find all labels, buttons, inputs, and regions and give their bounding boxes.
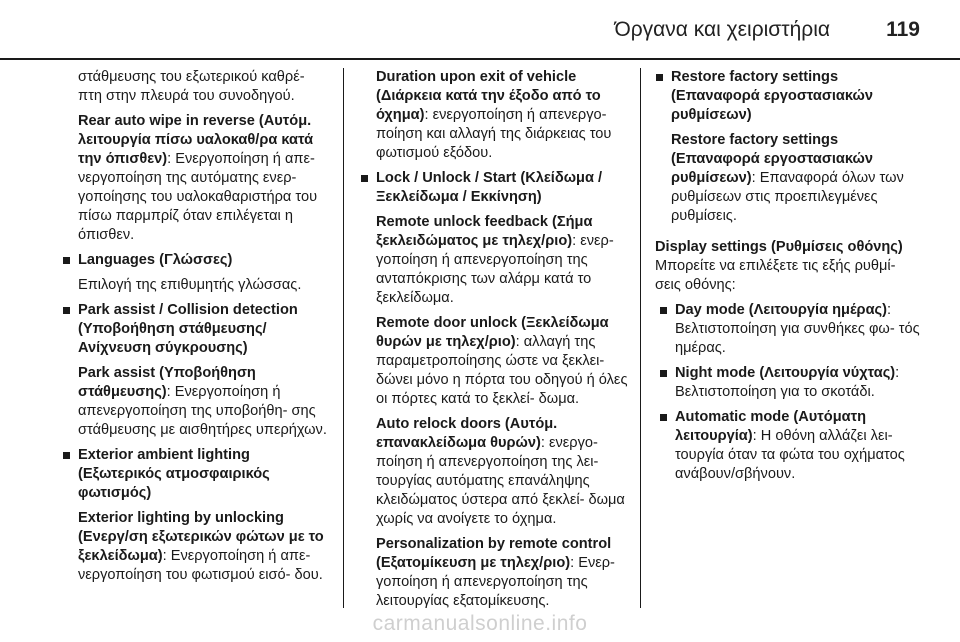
setting-title: Personalization by remote control (Εξατομίκευση με τηλεχ/ριο): [376, 536, 612, 571]
setting-title: Remote unlock feedback (Σήμα ξεκλειδώματος με τηλεχ/ριο): [376, 214, 593, 249]
list-item: [659, 364, 925, 402]
paragraph: στάθμευσης του εξωτερικού καθρέ- πτη στην πλευρά του συνοδηγού.: [78, 69, 305, 104]
paragraph: [78, 509, 332, 585]
watermark: carmanualsonline.info: [372, 612, 588, 635]
column-divider: [343, 68, 344, 608]
bullet-icon: [63, 307, 70, 314]
list-item: [659, 301, 925, 358]
column-3: [655, 68, 925, 484]
list-item: [360, 169, 630, 207]
setting-title: Restore factory settings (Επαναφορά εργοστασιακών ρυθμίσεων): [671, 132, 873, 186]
setting-title: Languages (Γλώσσες): [78, 252, 233, 268]
setting-title: Exterior lighting by unlocking (Ενεργ/ση εξωτερικών φώτων με το ξεκλείδωμα): [78, 510, 324, 564]
page-number: 119: [886, 18, 920, 41]
setting-text: : Επαναφορά όλων των ρυθμίσεων στις προεπιλεγμένες ρυθμίσεις.: [671, 170, 904, 224]
setting-text: : Η οθόνη αλλάζει λει- τουργία όταν τα φώτα του οχήματος ανάβουν/σβήνουν.: [675, 428, 905, 482]
column-1: [62, 68, 332, 585]
list-item: [62, 301, 332, 358]
setting-title: Remote door unlock (Ξεκλείδωμα θυρών με τηλεχ/ριο): [376, 315, 609, 350]
bullet-icon: [660, 307, 667, 314]
setting-text: : Ενεργοποίηση ή απε- νεργοποίηση του φωτισμού εισό- δου.: [78, 548, 323, 583]
setting-text: : Ενεργοποίηση ή απε- νεργοποίηση της αυτόματης ενερ- γοποίησης του υαλοκαθαριστήρα του πίσω παρμπρίζ όταν επιλέγεται η όπισθεν.: [78, 151, 318, 243]
setting-text: : ενεργο- ποίηση ή απενεργοποίηση της λει- τουργίας αυτόματης επανάληψης κλειδώματος ύστερα από ξεκλεί- δωμα χωρίς να ανοίγετε το όχημα.: [376, 435, 625, 527]
setting-title: Exterior ambient lighting (Εξωτερικός ατμοσφαιρικός φωτισμός): [78, 447, 270, 501]
paragraph: [376, 213, 630, 308]
setting-title: Lock / Unlock / Start (Κλείδωμα / Ξεκλείδωμα / Εκκίνηση): [376, 170, 603, 205]
paragraph: [376, 68, 630, 163]
setting-title: Restore factory settings (Επαναφορά εργοστασιακών ρυθμίσεων): [671, 69, 873, 123]
setting-title: Day mode (Λειτουργία ημέρας): [675, 302, 887, 318]
list-item: [62, 251, 332, 270]
column-2: [360, 68, 630, 611]
column-divider: [640, 68, 641, 608]
paragraph: Μπορείτε να επιλέξετε τις εξής ρυθμί- σεις οθόνης:: [655, 258, 896, 293]
bullet-icon: [660, 414, 667, 421]
list-item: [659, 408, 925, 484]
bullet-icon: [361, 175, 368, 182]
setting-title: Rear auto wipe in reverse (Αυτόμ. λειτουργία πίσω υαλοκαθ/ρα κατά την όπισθεν): [78, 113, 314, 167]
setting-title: Auto relock doors (Αυτόμ. επανακλείδωμα θυρών): [376, 416, 558, 451]
section-heading: [655, 238, 925, 257]
header-rule: [0, 58, 960, 60]
setting-text: : Ενερ- γοποίηση ή απενεργοποίηση της λειτουργίας εξατομίκευσης.: [376, 555, 615, 609]
paragraph: [376, 415, 630, 529]
setting-text: : αλλαγή της παραμετροποίησης ώστε να ξεκλει- δώνει μόνο η πόρτα του οδηγού ή όλες οι πόρτες κατά το ξεκλεί- δωμα.: [376, 334, 628, 407]
list-item: [62, 446, 332, 503]
setting-title: Park assist (Υποβοήθηση στάθμευσης): [78, 365, 256, 400]
setting-title: Park assist / Collision detection (Υποβοήθηση στάθμευσης/ Ανίχνευση σύγκρουσης): [78, 302, 298, 356]
paragraph: Επιλογή της επιθυμητής γλώσσας.: [78, 277, 302, 293]
setting-text: : Βελτιστοποίηση για το σκοτάδι.: [675, 365, 900, 400]
bullet-icon: [63, 452, 70, 459]
page-header: [0, 0, 960, 58]
setting-title: Automatic mode (Αυτόματη λειτουργία): [675, 409, 867, 444]
paragraph: [671, 131, 925, 226]
setting-text: : Βελτιστοποίηση για συνθήκες φω- τός ημέρας.: [675, 302, 920, 356]
setting-title: Duration upon exit of vehicle (Διάρκεια κατά την έξοδο από το όχημα): [376, 69, 601, 123]
section-title: Display settings (Ρυθμίσεις οθόνης): [655, 239, 903, 255]
setting-title: Night mode (Λειτουργία νύχτας): [675, 365, 896, 381]
bullet-icon: [656, 74, 663, 81]
paragraph: [376, 314, 630, 409]
list-item: [655, 68, 925, 125]
bullet-icon: [660, 370, 667, 377]
setting-text: : Ενεργοποίηση ή απενεργοποίηση της υποβοήθη- σης στάθμευσης με αισθητήρες υπερήχων.: [78, 384, 327, 438]
paragraph: [78, 112, 332, 245]
setting-text: : ενερ- γοποίηση ή απενεργοποίηση της ανταπόκρισης των αλάρμ κατά το ξεκλείδωμα.: [376, 233, 614, 306]
paragraph: [78, 364, 332, 440]
setting-text: : ενεργοποίηση ή απενεργο- ποίηση και αλλαγή της διάρκειας του φωτισμού εξόδου.: [376, 107, 612, 161]
bullet-icon: [63, 257, 70, 264]
paragraph: [376, 535, 630, 611]
header-title: Όργανα και χειριστήρια: [614, 18, 830, 41]
